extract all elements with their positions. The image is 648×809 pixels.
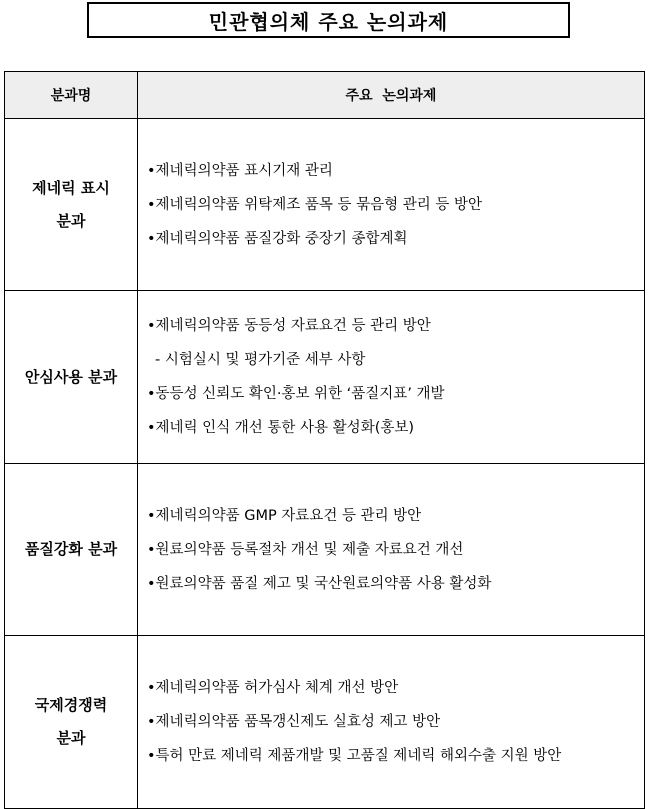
topic-item: •제네릭의약품 동등성 자료요건 등 관리 방안 [147,318,431,334]
topic-item: •제네릭의약품 위탁제조 품목 등 묶음형 관리 등 방안 [147,196,482,213]
category-cell [5,636,138,809]
category-cell [5,464,138,636]
category-line: 분과 [56,211,86,230]
topics-cell [138,636,645,809]
topics-cell [138,464,645,636]
topic-item: •원료의약품 등록절차 개선 및 제출 자료요건 개선 [147,541,464,558]
topic-item: •제네릭 인식 개선 통한 사용 활성화(홍보) [147,420,415,436]
topic-item: •제네릭의약품 품질강화 중장기 종합계획 [147,230,408,247]
topics-cell [138,119,645,291]
topic-item: •제네릭의약품 품목갱신제도 실효성 제고 방안 [147,714,441,730]
table-row [5,119,645,291]
category-line: 품질강화 분과 [24,540,118,558]
category-line: 안심사용 분과 [24,367,118,386]
category-cell [5,291,138,464]
discussion-table [4,71,645,809]
topic-item: •특허 만료 제네릭 제품개발 및 고품질 제네릭 해외수출 지원 방안 [147,748,562,764]
category-cell [5,119,138,291]
table-row [5,636,645,809]
category-line: 분과 [56,729,86,747]
category-line: 국제경쟁력 [34,696,108,714]
topic-subitem: - 시험실시 및 평가기준 세부 사항 [155,352,366,368]
table-row [5,464,645,636]
topic-item: •제네릭의약품 GMP 자료요건 등 관리 방안 [147,507,422,524]
topic-item: •원료의약품 품질 제고 및 국산원료의약품 사용 활성화 [147,575,492,592]
table-row [5,291,645,464]
header-topics: 주요 논의과제 [138,72,645,119]
page-title: 민관협의체 주요 논의과제 [87,2,570,38]
topics-cell [138,291,645,464]
header-category: 분과명 [5,72,138,119]
topic-item: •제네릭의약품 표시기재 관리 [147,162,333,179]
topic-item: •제네릭의약품 허가심사 체계 개선 방안 [147,680,399,696]
category-line: 제네릭 표시 [32,178,110,197]
table-header-row [5,72,645,119]
topic-item: •동등성 신뢰도 확인·홍보 위한 ‘품질지표’ 개발 [147,386,445,402]
